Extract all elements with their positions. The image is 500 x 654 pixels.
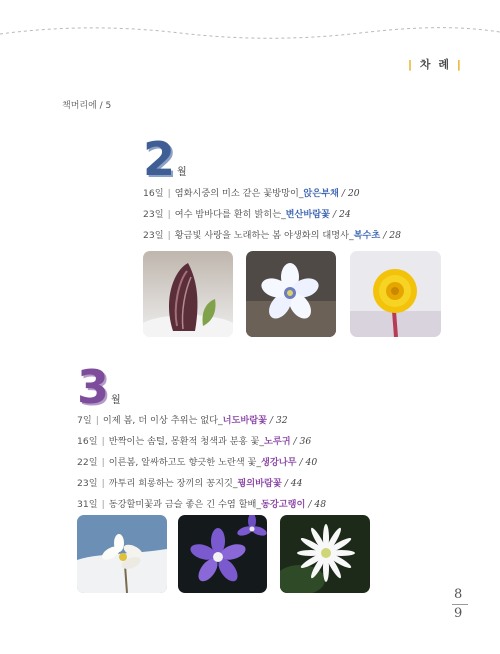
entry-page: / 32 [269,415,288,426]
toc-entry[interactable]: 16일 | 염화시중의 미소 같은 꽃방망이_앉은부채 / 20 [143,188,360,199]
contents-heading-text: 차 례 [419,58,451,71]
month-unit: 월 [177,167,187,178]
entry-page: / 28 [383,230,401,241]
toc-entry[interactable]: 16일 | 반짝이는 솜털, 몽환적 청색과 분홍 꽃_노루귀 / 36 [77,436,312,447]
entry-page: / 36 [293,436,312,447]
photo-winter-windflower [77,515,167,593]
entry-page: / 48 [308,499,327,510]
entry-day: 22일 [77,457,98,468]
toc-entry[interactable]: 31일 | 동강할미꽃과 금슬 좋은 긴 수염 할배_동강고랭이 / 48 [77,499,327,510]
preface-entry[interactable]: 책머리에 / 5 [62,101,112,111]
entry-flower: 복수초 [353,230,381,241]
month-heading-february [143,132,187,186]
entry-flower: 꿩의바람꽃 [237,478,282,489]
entry-flower: 동강고랭이 [261,499,306,510]
contents-heading [408,56,463,72]
entry-desc: 이제 봄, 더 이상 추위는 없다_ [102,415,223,426]
toc-entry[interactable]: 23일 | 여수 밤바다를 환히 밝히는_변산바람꽃 / 24 [143,209,351,220]
month-number: 3 [77,360,110,414]
entry-desc: 반짝이는 솜털, 몽환적 청색과 분홍 꽃_ [108,436,264,447]
photo-byeonsan-windflower [246,251,336,337]
entry-desc: 동강할미꽃과 금슬 좋은 긴 수염 할배_ [108,499,262,510]
entry-flower: 생강나무 [261,457,297,468]
entry-day: 16일 [77,436,98,447]
entry-day: 7일 [77,415,92,426]
month-unit: 월 [111,395,121,406]
entry-desc: 염화시중의 미소 같은 꽃방망이_ [174,188,304,199]
page-number-left: 8 [454,587,463,602]
entry-desc: 여수 밤바다를 환히 밝히는_ [174,209,286,220]
entry-flower: 너도바람꽃 [222,415,267,426]
entry-day: 23일 [143,209,164,220]
photo-skunk-cabbage [143,251,233,337]
heading-bar-left: | [408,58,415,71]
month-number: 2 [143,132,176,186]
page-number-right: 9 [454,606,463,621]
entry-desc: 까투리 희롱하는 장끼의 꽁지깃_ [108,478,238,489]
toc-entry[interactable]: 23일 | 까투리 희롱하는 장끼의 꽁지깃_꿩의바람꽃 / 44 [77,478,303,489]
toc-entry[interactable]: 7일 | 이제 봄, 더 이상 추위는 없다_너도바람꽃 / 32 [77,415,288,426]
heading-bar-right: | [456,58,463,71]
toc-entry[interactable]: 22일 | 이른봄, 알싸하고도 향긋한 노란색 꽃_생강나무 / 40 [77,457,318,468]
entry-page: / 40 [299,457,318,468]
entry-desc: 이른봄, 알싸하고도 향긋한 노란색 꽃_ [108,457,262,468]
photo-pheasant-windflower [280,515,370,593]
entry-desc: 황금빛 사랑을 노래하는 봄 야생화의 대명사_ [174,230,354,241]
entry-day: 23일 [77,478,98,489]
entry-page: / 20 [341,188,360,199]
month-heading-march [77,360,121,414]
entry-page: / 24 [332,209,351,220]
entry-day: 16일 [143,188,164,199]
entry-page: / 44 [284,478,303,489]
photo-hepatica [178,515,267,593]
entry-flower: 앉은부채 [303,188,339,199]
entry-day: 23일 [143,230,164,241]
entry-flower: 변산바람꽃 [285,209,331,220]
page-number-divider [452,604,468,605]
decorative-wave-line [0,24,500,44]
entry-flower: 노루귀 [263,436,291,447]
photo-adonis [350,251,441,337]
entry-day: 31일 [77,499,98,510]
toc-entry[interactable]: 23일 | 황금빛 사랑을 노래하는 봄 야생화의 대명사_복수초 / 28 [143,230,401,241]
